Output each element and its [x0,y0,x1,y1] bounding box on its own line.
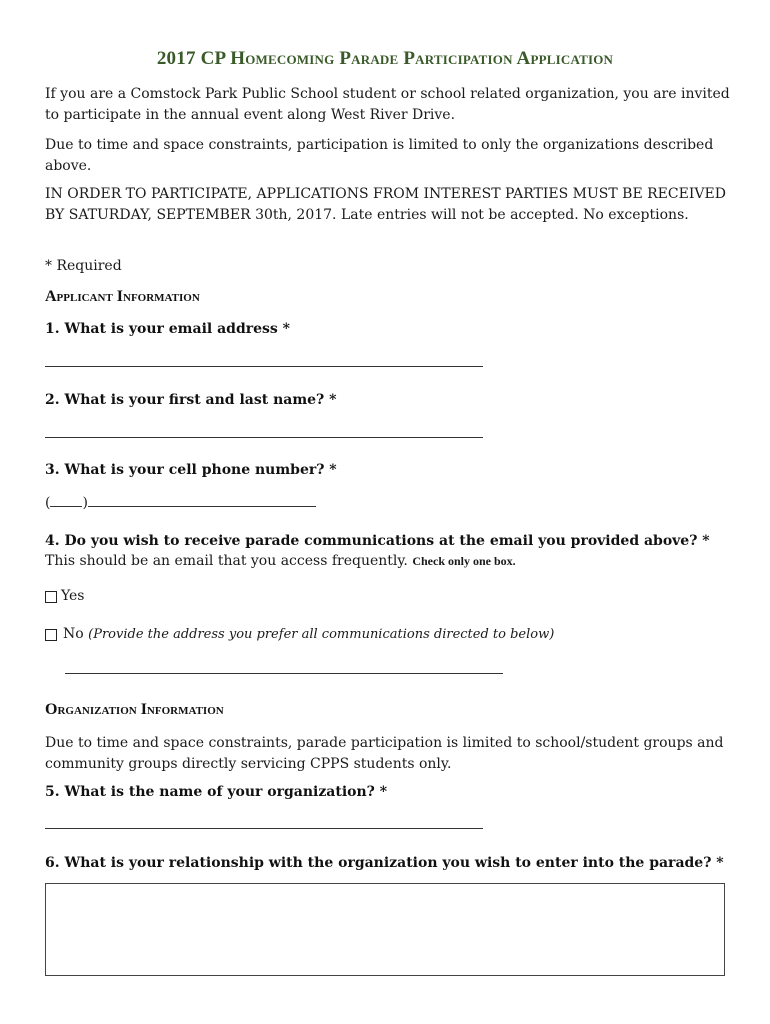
intro-paragraph-deadline: IN ORDER TO PARTICIPATE, APPLICATIONS FROM INTEREST PARTIES MUST BE RECEIVED BY SATURDAY, SEPTEMBER 30th, 2017. Late entries will not be accepted. No exceptions. [45,186,726,223]
email-field[interactable] [45,366,483,367]
page-title: 2017 CP Homecoming Parade Participation Application [156,48,614,69]
question-relationship: 6. What is your relationship with the organization you wish to enter into the parade? * [45,855,724,871]
no-option-note: (Provide the address you prefer all communications directed to below) [88,627,555,642]
relationship-textarea[interactable] [45,883,725,976]
communications-note-text: This should be an email that you access frequently. [45,553,408,569]
no-option [63,626,554,642]
question-email: 1. What is your email address * [45,321,290,337]
yes-checkbox[interactable] [45,591,57,603]
intro-paragraph-invitation: If you are a Comstock Park Public School student or school related organization, you are invited to participate in the annual event along West River Drive. [45,86,730,123]
communications-note [45,551,735,572]
required-note: * Required [45,258,122,274]
alternate-address-field[interactable] [65,673,503,674]
name-field[interactable] [45,437,483,438]
organization-intro: Due to time and space constraints, parade participation is limited to school/student groups and community groups directly servicing CPPS students only. [45,735,724,772]
section-heading-organization: Organization Information [45,701,224,718]
section-heading-applicant: Applicant Information [45,288,200,305]
organization-name-field[interactable] [45,828,483,829]
phone-number-field[interactable] [88,492,316,507]
question-organization-name: 5. What is the name of your organization? * [45,784,388,800]
question-phone: 3. What is your cell phone number? * [45,462,337,478]
check-one-instruction: Check only one box. [412,554,516,568]
yes-label: Yes [61,588,85,604]
intro-paragraph-limits: Due to time and space constraints, participation is limited to only the organizations described above. [45,137,714,174]
question-communications: 4. Do you wish to receive parade communications at the email you provided above? * [45,533,710,549]
no-label: No [63,626,84,642]
phone-field: ( ) [45,492,316,511]
no-checkbox[interactable] [45,629,57,641]
question-name: 2. What is your first and last name? * [45,392,337,408]
phone-area-code-field[interactable] [50,492,82,507]
